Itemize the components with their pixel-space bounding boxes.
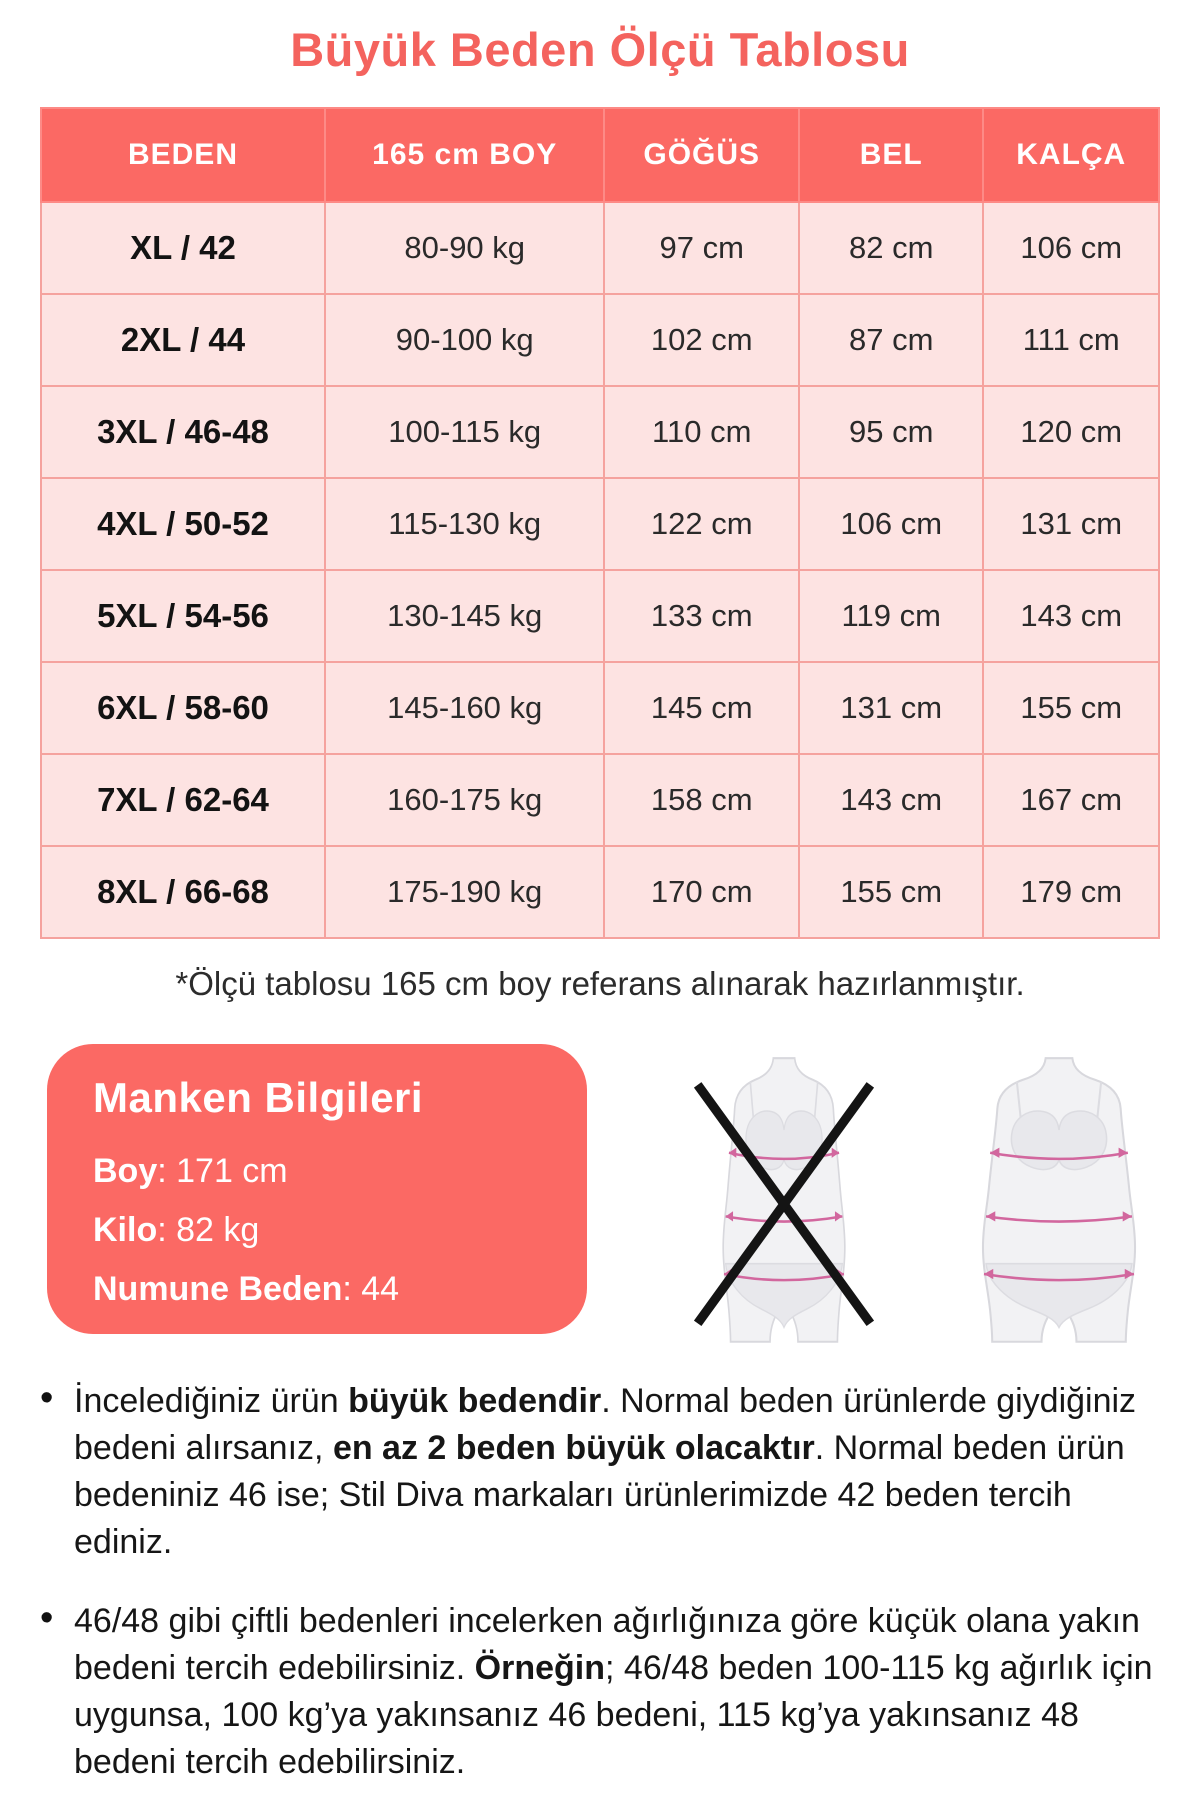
- model-info-card: [47, 1044, 587, 1334]
- weight-cell: 80-90 kg: [325, 202, 605, 294]
- table-row: [41, 662, 1159, 754]
- size-cell: XL / 42: [41, 202, 325, 294]
- table-row: [41, 570, 1159, 662]
- bust-cell: 102 cm: [604, 294, 799, 386]
- model-info-field: [93, 1260, 561, 1319]
- bust-cell: 110 cm: [604, 386, 799, 478]
- wrong-measurement-figure-illustration: [672, 1052, 896, 1350]
- hip-cell: 155 cm: [983, 662, 1159, 754]
- bullet-text-segment: ; 46/48 beden 100-115 kg ağırlık için uygunsa, 100 kg’ya yakınsanız 46 bedeni, 115 kg’ya yakınsanız 48 bedeni tercih edebilirsiniz.: [74, 1649, 1153, 1781]
- bust-cell: 170 cm: [604, 846, 799, 938]
- hip-cell: 167 cm: [983, 754, 1159, 846]
- weight-cell: 175-190 kg: [325, 846, 605, 938]
- size-cell: 2XL / 44: [41, 294, 325, 386]
- waist-cell: 119 cm: [799, 570, 983, 662]
- field-label: Kilo: [93, 1211, 158, 1249]
- bullet-text-segment: en az 2 beden büyük olacaktır: [332, 1429, 815, 1467]
- bullet-text-segment: 46/48 gibi çiftli bedenleri incelerken ağırlığınıza göre küçük olana yakın bedeni tercih edebilirsiniz.: [74, 1602, 1140, 1687]
- size-table-body: [41, 202, 1159, 938]
- waist-cell: 95 cm: [799, 386, 983, 478]
- weight-cell: 115-130 kg: [325, 478, 605, 570]
- model-info-title: Manken Bilgileri: [93, 1074, 424, 1121]
- model-info-field: [93, 1201, 561, 1260]
- weight-cell: 130-145 kg: [325, 570, 605, 662]
- table-row: [41, 294, 1159, 386]
- bust-cell: 145 cm: [604, 662, 799, 754]
- bust-cell: 158 cm: [604, 754, 799, 846]
- table-row: [41, 478, 1159, 570]
- bullet-text-segment: İncelediğiniz ürün: [74, 1382, 349, 1420]
- weight-cell: 100-115 kg: [325, 386, 605, 478]
- bullet-item: [38, 1378, 1160, 1566]
- column-header-gogus: GÖĞÜS: [604, 108, 799, 202]
- page-title: Büyük Beden Ölçü Tablosu: [290, 23, 910, 76]
- bust-cell: 97 cm: [604, 202, 799, 294]
- field-label: Boy: [93, 1152, 158, 1190]
- bust-cell: 122 cm: [604, 478, 799, 570]
- size-cell: 6XL / 58-60: [41, 662, 325, 754]
- table-row: [41, 202, 1159, 294]
- table-row: [41, 754, 1159, 846]
- bullet-text: [74, 1602, 1153, 1781]
- hip-cell: 143 cm: [983, 570, 1159, 662]
- model-info-field: [93, 1142, 561, 1201]
- waist-cell: 143 cm: [799, 754, 983, 846]
- bullet-text-segment: büyük bedendir: [348, 1382, 602, 1420]
- bullet-text-segment: Örneğin: [474, 1649, 606, 1687]
- hip-cell: 106 cm: [983, 202, 1159, 294]
- column-header-boy: 165 cm BOY: [325, 108, 605, 202]
- column-header-beden: BEDEN: [41, 108, 325, 202]
- hip-cell: 120 cm: [983, 386, 1159, 478]
- table-row: [41, 846, 1159, 938]
- waist-cell: 155 cm: [799, 846, 983, 938]
- waist-cell: 106 cm: [799, 478, 983, 570]
- size-table-container: [40, 107, 1160, 939]
- model-info-fields: [93, 1142, 561, 1319]
- waist-cell: 82 cm: [799, 202, 983, 294]
- table-header-row: [41, 108, 1159, 202]
- bullet-text-segment: . Normal beden ürün bedeniniz 46 ise; Stil Diva markaları ürünlerimizde 42 beden tercih ediniz.: [74, 1429, 1125, 1561]
- size-cell: 4XL / 50-52: [41, 478, 325, 570]
- hip-cell: 179 cm: [983, 846, 1159, 938]
- size-cell: 8XL / 66-68: [41, 846, 325, 938]
- size-cell: 5XL / 54-56: [41, 570, 325, 662]
- info-bullets: [38, 1378, 1160, 1818]
- waist-cell: 131 cm: [799, 662, 983, 754]
- bullet-text: [74, 1382, 1136, 1561]
- field-label: Numune Beden: [93, 1270, 343, 1308]
- waist-cell: 87 cm: [799, 294, 983, 386]
- hip-cell: 131 cm: [983, 478, 1159, 570]
- column-header-bel: BEL: [799, 108, 983, 202]
- field-value: : 82 kg: [157, 1211, 260, 1249]
- weight-cell: 90-100 kg: [325, 294, 605, 386]
- size-cell: 7XL / 62-64: [41, 754, 325, 846]
- field-value: : 44: [342, 1270, 400, 1308]
- bullet-item: [38, 1598, 1160, 1786]
- weight-cell: 145-160 kg: [325, 662, 605, 754]
- bullet-text-segment: . Normal beden ürünlerde giydiğiniz bedeni alırsanız,: [74, 1382, 1137, 1467]
- correct-measurement-figure-illustration: [955, 1052, 1163, 1350]
- table-row: [41, 386, 1159, 478]
- size-table: [40, 107, 1160, 939]
- bust-cell: 133 cm: [604, 570, 799, 662]
- weight-cell: 160-175 kg: [325, 754, 605, 846]
- table-footnote: *Ölçü tablosu 165 cm boy referans alınarak hazırlanmıştır.: [175, 965, 1025, 1002]
- column-header-kalca: KALÇA: [983, 108, 1159, 202]
- field-value: : 171 cm: [157, 1152, 288, 1190]
- size-cell: 3XL / 46-48: [41, 386, 325, 478]
- hip-cell: 111 cm: [983, 294, 1159, 386]
